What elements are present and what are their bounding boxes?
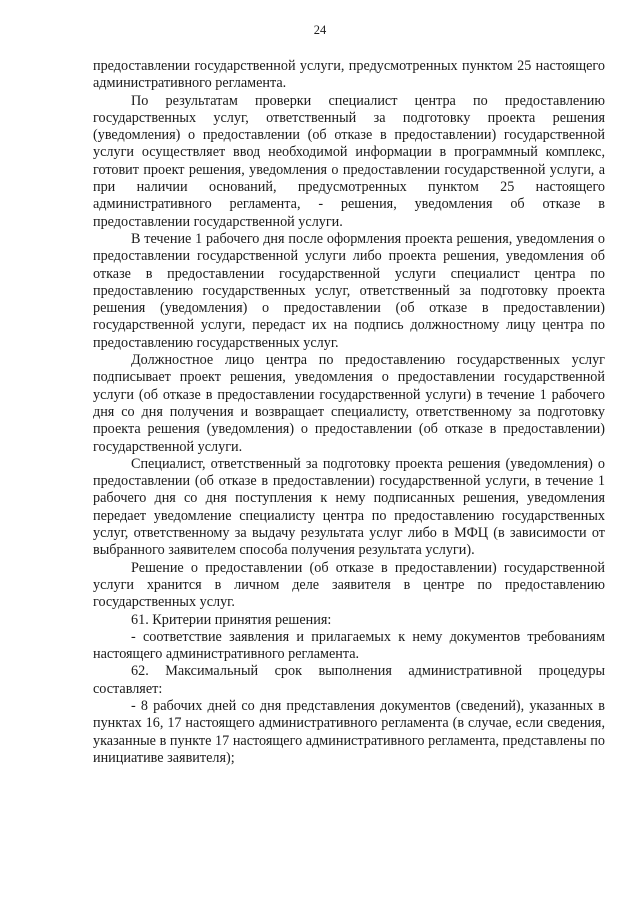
item-61-criterion: - соответствие заявления и прилагаемых к нему документов требованиям настоящего административного регламента.	[93, 628, 605, 663]
item-62-term: - 8 рабочих дней со дня представления документов (сведений), указанных в пунктах 16, 17 настоящего административного регламента (в случае, если сведения, указанные в пункте 17 настоящего административного регламента, представлены по инициативе заявителя);	[93, 697, 605, 766]
paragraph-transfer-for-signature: В течение 1 рабочего дня после оформления проекта решения, уведомления о предоставлении государственной услуги либо проекта решения, уведомления об отказе в предоставлении государственной услуги специалист центра по предоставлению государственных услуг, ответственный за подготовку проекта решения (уведомления) о предоставлении (об отказе в предоставлении) государственной услуги, передаст их на подпись должностному лицу центра по предоставлению государственных услуг.	[93, 230, 605, 351]
document-body	[93, 58, 605, 767]
paragraph-decision-storage: Решение о предоставлении (об отказе в предоставлении) государственной услуги хранится в личном деле заявителя в центре по предоставлению государственных услуг.	[93, 559, 605, 611]
paragraph-official-signs: Должностное лицо центра по предоставлению государственных услуг подписывает проект решения, уведомления о предоставлении государственной услуги (об отказе в предоставлении государственной услуги) в течение 1 рабочего дня со дня получения и возвращает специалисту, ответственному за подготовку проекта решения (уведомления) о предоставлении (об отказе в предоставлении) государственной услуги.	[93, 352, 605, 455]
paragraph-continuation: предоставлении государственной услуги, предусмотренных пунктом 25 настоящего административного регламента.	[93, 58, 605, 92]
item-61-heading: 61. Критерии принятия решения:	[131, 611, 332, 628]
page-number: 24	[313, 23, 327, 37]
paragraph-verification-result: По результатам проверки специалист центра по предоставлению государственных услуг, ответственный за подготовку проекта решения (уведомления) о предоставлении (об отказе в предоставлении) государственной услуги осуществляет ввод необходимой информации в программный комплекс, готовит проект решения, уведомления о предоставлении государственной услуги, а при наличии оснований, предусмотренных пунктом 25 настоящего административного регламента, - решения, уведомления об отказе в предоставлении государственной услуги.	[93, 92, 605, 230]
item-62-heading: 62. Максимальный срок выполнения административной процедуры составляет:	[93, 663, 605, 697]
paragraph-notification-transfer: Специалист, ответственный за подготовку проекта решения (уведомления) о предоставлении (об отказе в предоставлении) государственной услуги, в течение 1 рабочего дня со дня поступления к нему подписанных решения, уведомления передает уведомление специалисту центра по предоставлению государственных услуг, ответственному за выдачу результата услуг либо в МФЦ (в зависимости от выбранного заявителем способа получения результата услуги).	[93, 455, 605, 559]
